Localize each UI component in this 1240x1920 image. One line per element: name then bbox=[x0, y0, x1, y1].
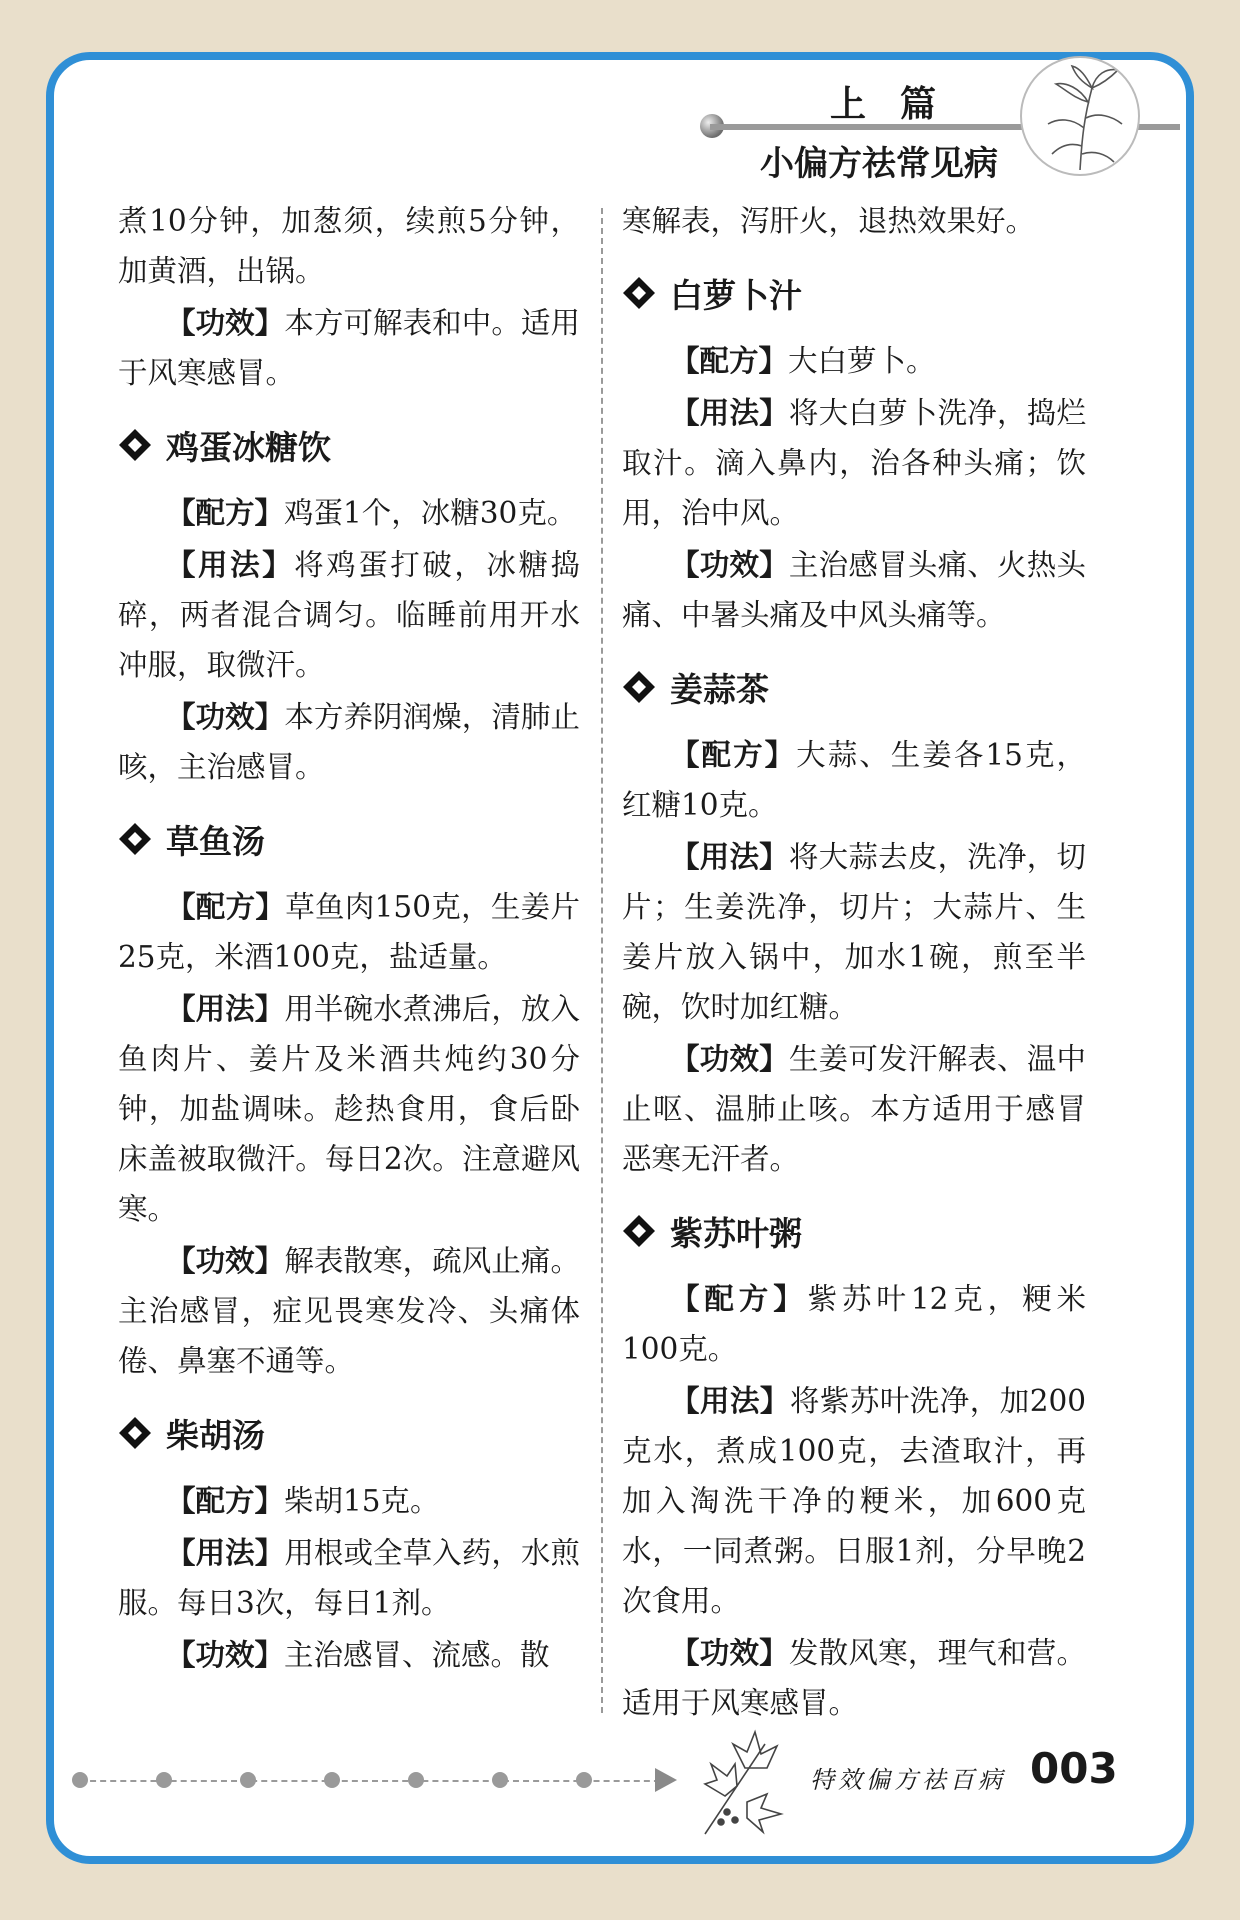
part-title: 上篇 bbox=[830, 84, 971, 125]
recipe-paragraph bbox=[622, 730, 1086, 830]
field-label: 【配方】 bbox=[166, 1484, 285, 1518]
recipe-paragraph bbox=[622, 336, 1086, 386]
diamond-icon bbox=[118, 1416, 152, 1450]
diamond-icon bbox=[622, 1214, 656, 1248]
recipe-paragraph bbox=[118, 1630, 580, 1680]
part-subtitle: 小偏方祛常见病 bbox=[760, 144, 998, 184]
field-label: 【配方】 bbox=[670, 344, 789, 378]
field-text: 大白萝卜。 bbox=[788, 344, 936, 378]
diamond-icon bbox=[118, 822, 152, 856]
continued-paragraph: 寒解表，泻肝火，退热效果好。 bbox=[622, 204, 1036, 238]
field-text: 主治感冒头痛、火热头痛、中暑头痛及中风头痛等。 bbox=[622, 548, 1086, 632]
page-footer bbox=[70, 1730, 1130, 1840]
field-label: 【功效】 bbox=[670, 1636, 789, 1670]
field-text: 将大蒜去皮，洗净，切片；生姜洗净，切片；大蒜片、生姜片放入锅中，加水1碗，煎至半碗，饮时加红糖。 bbox=[622, 840, 1086, 1024]
recipe-paragraph bbox=[118, 1528, 580, 1628]
recipe-paragraph bbox=[622, 1376, 1086, 1626]
field-text: 发散风寒，理气和营。适用于风寒感冒。 bbox=[622, 1636, 1086, 1720]
footer-dot-icon bbox=[408, 1772, 424, 1788]
field-text: 紫苏叶12克，粳米100克。 bbox=[622, 1282, 1086, 1366]
recipe-title-text: 柴胡汤 bbox=[166, 1415, 265, 1455]
field-text: 主治感冒、流感。散 bbox=[284, 1638, 550, 1672]
diamond-icon bbox=[622, 276, 656, 310]
field-text: 草鱼肉150克，生姜片25克，米酒100克，盐适量。 bbox=[118, 890, 580, 974]
field-label: 【用法】 bbox=[670, 1384, 790, 1418]
recipe-title bbox=[118, 814, 580, 864]
field-text: 生姜可发汗解表、温中止呕、温肺止咳。本方适用于感冒恶寒无汗者。 bbox=[622, 1042, 1086, 1176]
field-text: 大蒜、生姜各15克，红糖10克。 bbox=[622, 738, 1086, 822]
recipe-title bbox=[622, 268, 1086, 318]
recipe-paragraph bbox=[118, 1476, 580, 1526]
footer-dot-icon bbox=[72, 1772, 88, 1788]
field-label: 【功效】 bbox=[166, 1638, 285, 1672]
column-divider bbox=[601, 208, 603, 1713]
recipe-paragraph bbox=[118, 882, 580, 982]
field-label: 【配方】 bbox=[670, 738, 797, 772]
recipe-paragraph bbox=[118, 540, 580, 690]
diamond-icon bbox=[118, 428, 152, 462]
footer-dot-icon bbox=[156, 1772, 172, 1788]
recipe-paragraph bbox=[118, 298, 580, 398]
recipe-title-text: 鸡蛋冰糖饮 bbox=[166, 427, 331, 467]
field-text: 解表散寒，疏风止痛。主治感冒，症见畏寒发冷、头痛体倦、鼻塞不通等。 bbox=[118, 1244, 580, 1378]
field-text: 鸡蛋1个，冰糖30克。 bbox=[284, 496, 577, 530]
series-title: 特效偏方祛百病 bbox=[810, 1766, 1006, 1794]
field-label: 【配方】 bbox=[166, 890, 286, 924]
field-label: 【功效】 bbox=[670, 1042, 789, 1076]
footer-dot-icon bbox=[240, 1772, 256, 1788]
recipe-paragraph bbox=[118, 488, 580, 538]
footer-dot-icon bbox=[576, 1772, 592, 1788]
right-column bbox=[622, 196, 1086, 1730]
recipe-paragraph bbox=[622, 1034, 1086, 1184]
recipe-paragraph bbox=[622, 388, 1086, 538]
field-label: 【配方】 bbox=[670, 1282, 808, 1316]
lily-flower-icon bbox=[1020, 56, 1140, 176]
field-label: 【用法】 bbox=[166, 548, 295, 582]
arrow-right-icon bbox=[655, 1768, 677, 1792]
recipe-paragraph bbox=[118, 984, 580, 1234]
page-number: 003 bbox=[1030, 1744, 1118, 1793]
field-label: 【功效】 bbox=[670, 548, 789, 582]
recipe-paragraph bbox=[622, 832, 1086, 1032]
field-label: 【用法】 bbox=[166, 1536, 285, 1570]
page-header bbox=[700, 72, 1180, 182]
field-label: 【配方】 bbox=[166, 496, 285, 530]
field-label: 【功效】 bbox=[166, 700, 285, 734]
recipe-title-text: 白萝卜汁 bbox=[670, 275, 802, 315]
field-label: 【用法】 bbox=[670, 396, 789, 430]
field-label: 【功效】 bbox=[166, 306, 285, 340]
recipe-paragraph bbox=[622, 540, 1086, 640]
recipe-paragraph bbox=[622, 1628, 1086, 1728]
footer-dot-icon bbox=[492, 1772, 508, 1788]
field-text: 将鸡蛋打破，冰糖捣碎，两者混合调匀。临睡前用开水冲服，取微汗。 bbox=[118, 548, 580, 682]
recipe-title-text: 草鱼汤 bbox=[166, 821, 265, 861]
recipe-paragraph bbox=[118, 1236, 580, 1386]
recipe-title bbox=[118, 420, 580, 470]
continued-paragraph: 煮10分钟，加葱须，续煎5分钟，加黄酒，出锅。 bbox=[118, 204, 580, 288]
field-text: 本方养阴润燥，清肺止咳，主治感冒。 bbox=[118, 700, 580, 784]
field-text: 将大白萝卜洗净，捣烂取汁。滴入鼻内，治各种头痛；饮用，治中风。 bbox=[622, 396, 1086, 530]
field-text: 本方可解表和中。适用于风寒感冒。 bbox=[118, 306, 580, 390]
field-label: 【功效】 bbox=[166, 1244, 285, 1278]
left-column bbox=[118, 196, 580, 1682]
recipe-title-text: 紫苏叶粥 bbox=[670, 1213, 802, 1253]
footer-dot-icon bbox=[324, 1772, 340, 1788]
field-text: 柴胡15克。 bbox=[284, 1484, 440, 1518]
recipe-paragraph bbox=[622, 1274, 1086, 1374]
field-text: 用半碗水煮沸后，放入鱼肉片、姜片及米酒共炖约30分钟，加盐调味。趁热食用，食后卧床盖被取微汗。每日2次。注意避风寒。 bbox=[118, 992, 580, 1226]
diamond-icon bbox=[622, 670, 656, 704]
field-label: 【用法】 bbox=[166, 992, 285, 1026]
field-text: 用根或全草入药，水煎服。每日3次，每日1剂。 bbox=[118, 1536, 580, 1620]
recipe-title bbox=[118, 1408, 580, 1458]
recipe-title bbox=[622, 1206, 1086, 1256]
recipe-title-text: 姜蒜茶 bbox=[670, 669, 769, 709]
recipe-paragraph bbox=[118, 692, 580, 792]
ivy-plant-icon bbox=[685, 1724, 795, 1838]
recipe-title bbox=[622, 662, 1086, 712]
field-label: 【用法】 bbox=[670, 840, 789, 874]
field-text: 将紫苏叶洗净，加200克水，煮成100克，去渣取汁，再加入淘洗干净的粳米，加600克水，一同煮粥。日服1剂，分早晚2次食用。 bbox=[622, 1384, 1086, 1618]
